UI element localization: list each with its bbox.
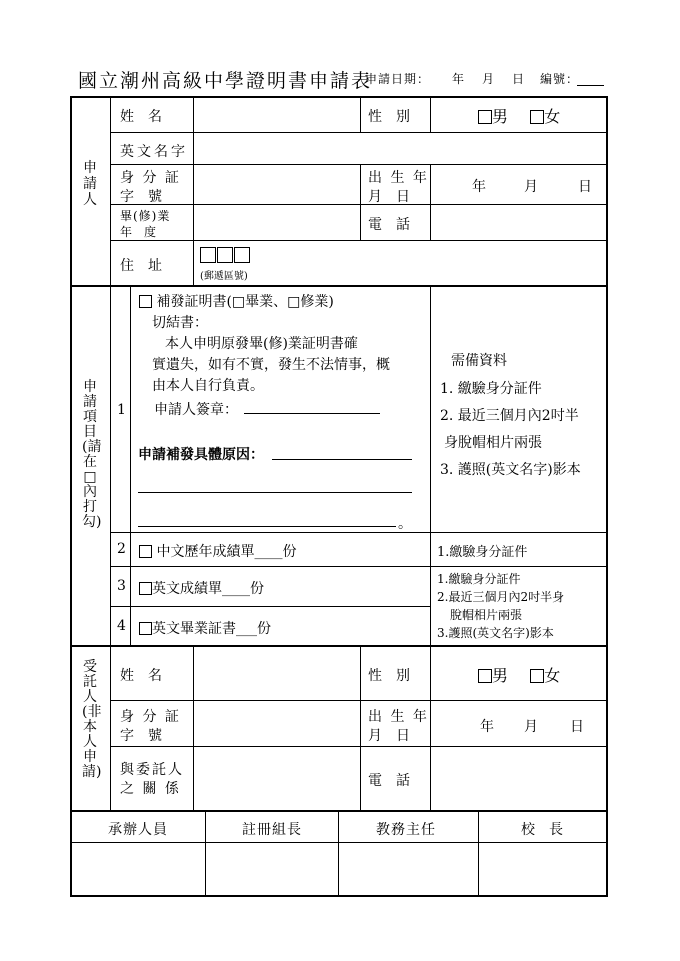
grad-year-field[interactable] — [195, 206, 358, 238]
row-line — [70, 842, 608, 843]
proxy-birth-label-line2: 月 日 — [368, 728, 410, 744]
proxy-relation-field[interactable] — [195, 748, 358, 808]
proxy-male-checkbox[interactable] — [478, 669, 492, 683]
item4-number: 4 — [117, 618, 126, 634]
proxy-phone-field[interactable] — [432, 748, 605, 808]
item3-row — [139, 578, 264, 598]
number-blank[interactable] — [577, 85, 604, 86]
birth-year: 年 — [472, 179, 486, 195]
row-line — [110, 164, 608, 165]
signature-line[interactable] — [244, 413, 380, 414]
date-label: 申請日期： — [365, 72, 431, 86]
item2-requirement: 1.繳驗身分証件 — [437, 545, 528, 560]
handler-label: 承辦人員 — [108, 822, 168, 838]
affidavit-line2: 實遺失，如有不實，發生不法情事，概 — [152, 357, 390, 373]
form-title: 國立潮州高級中學證明書申請表 — [78, 70, 373, 92]
divider-proxy — [70, 810, 608, 812]
reason-label: 申請補發具體原因： — [138, 447, 264, 463]
number-label: 編號： — [540, 72, 580, 86]
affidavit-line1: 本人申明原發畢(修)業証明書確 — [165, 336, 358, 352]
birth-month: 月 — [524, 179, 538, 195]
proxy-birth-label-line1: 出 生 年 — [368, 709, 429, 725]
proxy-id-label-line2: 字 號 — [120, 728, 162, 744]
col-line — [360, 164, 361, 240]
requirement-1: 1. 繳驗身分証件 — [440, 381, 542, 397]
proxy-gender-label: 性 別 — [368, 668, 410, 684]
proxy-relation-label-line2: 之 關 係 — [120, 781, 181, 797]
date-month: 月 — [482, 72, 496, 86]
proxy-female-label: 女 — [544, 666, 561, 685]
row-line — [110, 700, 608, 701]
col-line — [130, 285, 131, 645]
item4-checkbox[interactable] — [139, 622, 152, 635]
item2-label: 中文歷年成績單____份 — [156, 544, 297, 560]
female-checkbox[interactable] — [530, 110, 544, 124]
proxy-female-checkbox[interactable] — [530, 669, 544, 683]
male-checkbox[interactable] — [478, 110, 492, 124]
date-day: 日 — [512, 72, 526, 86]
row-line — [110, 240, 608, 241]
requirement-2a: 2. 最近三個月內2吋半 — [440, 408, 579, 424]
row-line — [110, 746, 608, 747]
item1-title-row — [139, 291, 334, 311]
proxy-phone-label: 電 話 — [368, 773, 410, 789]
name-field[interactable] — [195, 98, 358, 130]
item1-title: 補發証明書(□畢業、□修業) — [156, 294, 334, 310]
proxy-gender-options — [478, 663, 560, 686]
affidavit-line3: 由本人自行負責。 — [152, 378, 264, 394]
item1-checkbox[interactable] — [139, 295, 152, 308]
item2-checkbox[interactable] — [139, 545, 152, 558]
birth-label-line1: 出 生 年 — [368, 170, 429, 186]
handler-signature-field[interactable] — [72, 844, 204, 896]
date-year: 年 — [452, 72, 466, 86]
row-line — [110, 132, 608, 133]
col-line — [478, 810, 479, 897]
grad-year-label-line1: 畢(修)業 — [120, 209, 171, 223]
affidavit-label: 切結書： — [152, 315, 208, 331]
item3-requirement-2a: 2.最近三個月內2吋半身 — [437, 590, 565, 604]
registrar-label: 註冊組長 — [242, 822, 302, 838]
row-line — [110, 566, 608, 567]
requirement-2b: 身脫帽相片兩張 — [444, 435, 542, 451]
postal-box[interactable] — [234, 247, 250, 263]
postal-note: (郵遞區號) — [200, 271, 248, 282]
row-line — [110, 204, 608, 205]
id-label-line2: 字 號 — [120, 189, 162, 205]
proxy-name-label: 姓 名 — [120, 668, 162, 684]
proxy-birth-month: 月 — [524, 719, 538, 735]
reason-line-3[interactable] — [138, 526, 396, 527]
col-line — [360, 645, 361, 810]
principal-label: 校 長 — [521, 822, 563, 838]
reason-line-2[interactable] — [138, 492, 412, 493]
col-line — [430, 164, 431, 240]
divider-applicant — [70, 285, 608, 287]
requirements-title: 需備資料 — [451, 353, 507, 369]
phone-label: 電 話 — [368, 217, 410, 233]
item2-number: 2 — [117, 541, 126, 557]
female-label: 女 — [544, 107, 561, 126]
phone-field[interactable] — [432, 206, 605, 238]
item3-requirement-1: 1.繳驗身分証件 — [437, 572, 521, 586]
birth-day: 日 — [578, 179, 592, 195]
name-label: 姓 名 — [120, 109, 162, 125]
male-label: 男 — [492, 107, 509, 126]
col-line — [338, 810, 339, 897]
row-line — [110, 606, 430, 607]
col-line — [193, 645, 194, 810]
proxy-name-field[interactable] — [195, 647, 358, 698]
items-section-label — [82, 379, 102, 530]
requirement-3: 3. 護照(英文名字)影本 — [440, 462, 581, 478]
grad-year-label-line2: 年 度 — [120, 225, 157, 239]
item4-row — [139, 618, 271, 638]
proxy-section-text: 受託人(非本人申請) — [82, 659, 102, 780]
item2-row — [139, 541, 296, 561]
address-label: 住 址 — [120, 258, 162, 274]
proxy-male-label: 男 — [492, 666, 509, 685]
postal-box[interactable] — [217, 247, 233, 263]
item3-number: 3 — [117, 578, 126, 594]
postal-code-boxes[interactable] — [200, 246, 250, 265]
col-line — [193, 96, 194, 285]
item1-number: 1 — [117, 402, 126, 418]
items-section-text: 申請項目(請在□內打勾) — [82, 379, 102, 530]
id-label-line1: 身 分 証 — [120, 170, 181, 186]
col-line — [430, 96, 431, 132]
director-label: 教務主任 — [376, 822, 436, 838]
gender-label: 性 別 — [368, 109, 410, 125]
english-name-label: 英文名字 — [120, 144, 188, 160]
proxy-birth-year: 年 — [480, 719, 494, 735]
item3-label: 英文成績單____份 — [152, 581, 264, 597]
reason-period: 。 — [398, 516, 412, 532]
birth-label-line2: 月 日 — [368, 189, 410, 205]
proxy-id-label-line1: 身 分 証 — [120, 709, 181, 725]
item3-checkbox[interactable] — [139, 582, 152, 595]
applicant-section-label: 申請人 — [83, 160, 97, 208]
col-line — [430, 645, 431, 810]
postal-box[interactable] — [200, 247, 216, 263]
registrar-signature-field[interactable] — [207, 844, 337, 896]
col-line — [360, 96, 361, 132]
item3-requirement-2b: 脫帽相片兩張 — [450, 608, 523, 622]
col-line — [430, 285, 431, 645]
proxy-section-label — [82, 659, 102, 780]
proxy-id-field[interactable] — [195, 702, 358, 744]
english-name-field[interactable] — [195, 134, 605, 162]
principal-signature-field[interactable] — [480, 844, 606, 896]
proxy-birth-day: 日 — [570, 719, 584, 735]
proxy-relation-label-line1: 與委託人 — [120, 762, 184, 778]
director-signature-field[interactable] — [340, 844, 477, 896]
row-line — [110, 532, 608, 533]
item4-label: 英文畢業証書___份 — [152, 621, 271, 637]
id-number-field[interactable] — [195, 166, 358, 202]
gender-options — [478, 104, 560, 127]
item3-requirement-3: 3.護照(英文名字)影本 — [437, 626, 554, 640]
signature-label: 申請人簽章： — [154, 402, 238, 418]
col-line — [205, 810, 206, 897]
reason-line-1[interactable] — [272, 459, 412, 460]
